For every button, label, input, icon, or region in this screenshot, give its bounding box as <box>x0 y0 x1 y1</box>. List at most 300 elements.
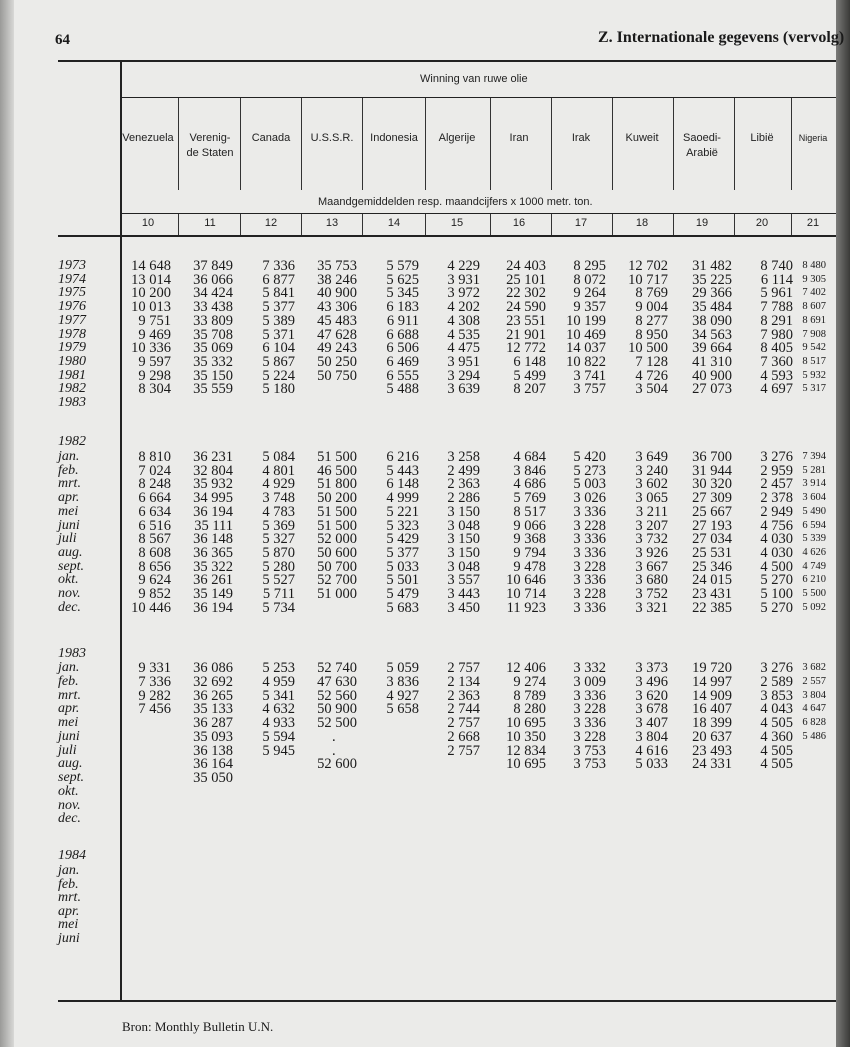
table-cell: 35 050 <box>193 770 233 786</box>
table-cell: 36 231 <box>193 449 233 465</box>
table-cell: 8 207 <box>513 381 546 398</box>
table-cell: 8 608 <box>138 544 171 561</box>
column-divider <box>734 214 735 235</box>
column-divider <box>301 214 302 235</box>
table-cell: 3 294 <box>447 367 480 384</box>
table-cell: 10 469 <box>566 326 606 343</box>
table-cell: 41 310 <box>692 353 732 370</box>
row-label: mrt. <box>58 687 81 703</box>
table-cell: 35 322 <box>193 558 233 575</box>
table-cell: 4 933 <box>262 715 295 731</box>
table-cell: 20 637 <box>692 728 732 745</box>
table-cell: 6 104 <box>262 340 295 357</box>
table-cell: 3 504 <box>635 381 668 398</box>
row-label: nov. <box>58 586 81 601</box>
table-cell: 5 224 <box>262 367 295 384</box>
table-cell: 9 597 <box>138 353 171 370</box>
table-cell: 5 377 <box>262 299 295 316</box>
row-label: dec. <box>58 599 81 615</box>
table-cell: 5 734 <box>262 599 295 616</box>
table-cell: 5 084 <box>262 449 295 465</box>
table-cell: 3 336 <box>573 599 606 616</box>
table-cell: 7 336 <box>262 258 295 274</box>
table-cell: 4 475 <box>447 340 480 357</box>
table-cell: 5 501 <box>386 572 419 589</box>
table-cell: 5 253 <box>262 660 295 676</box>
table-cell: 6 506 <box>386 340 419 357</box>
table-cell: 4 749 <box>802 560 826 572</box>
table-cell: 34 424 <box>193 285 233 302</box>
table-cell: 9 066 <box>513 517 546 534</box>
table-cell: 5 769 <box>513 490 546 507</box>
table-cell: 12 834 <box>506 742 546 759</box>
column-header-label: Verenig- de Staten <box>186 132 234 159</box>
table-cell: 5 490 <box>802 505 826 517</box>
table-cell: 3 443 <box>447 586 480 602</box>
table-cell: 7 360 <box>760 353 793 370</box>
table-cell: 5 221 <box>386 503 419 520</box>
table-cell: 5 033 <box>635 756 668 773</box>
table-cell: 9 282 <box>138 687 171 704</box>
table-cell: 3 741 <box>573 367 606 384</box>
table-cell: 2 363 <box>447 476 480 493</box>
table-cell: 5 339 <box>802 533 826 545</box>
column-header-label: Venezuela <box>122 132 174 144</box>
table-cell: 5 371 <box>262 326 295 343</box>
table-cell: 31 944 <box>692 462 732 479</box>
table-cell: 5 870 <box>262 544 295 561</box>
column-numbers-rule <box>58 235 836 237</box>
table-cell: 24 331 <box>692 756 732 773</box>
table-cell: 5 683 <box>386 599 419 616</box>
table-cell: 51 500 <box>317 449 357 465</box>
table-cell: . <box>332 728 336 745</box>
table-cell: 35 111 <box>194 517 233 534</box>
column-divider <box>240 214 241 235</box>
table-cell: 5 932 <box>802 369 826 381</box>
unit-header: Maandgemiddelden resp. maandcijfers x 1000 metr. ton. <box>318 196 593 208</box>
table-cell: 5 180 <box>262 381 295 398</box>
table-cell: 11 923 <box>506 599 546 616</box>
table-cell: 3 276 <box>760 449 793 465</box>
table-cell: 7 394 <box>802 451 826 462</box>
table-cell: 52 500 <box>317 715 357 731</box>
table-cell: 4 030 <box>760 531 793 548</box>
column-divider <box>490 214 491 235</box>
table-cell: 4 647 <box>802 703 826 715</box>
table-cell: 5 327 <box>262 531 295 548</box>
table-cell: 4 626 <box>802 546 826 558</box>
table-cell: 4 684 <box>513 449 546 465</box>
table-cell: 35 708 <box>193 326 233 343</box>
table-cell: 14 037 <box>566 340 606 357</box>
table-cell: 34 563 <box>692 326 732 343</box>
table-cell: 9 305 <box>802 273 826 285</box>
table-cell: 38 090 <box>692 312 732 329</box>
table-cell: 3 336 <box>573 715 606 731</box>
table-cell: 3 753 <box>573 742 606 759</box>
table-cell: 5 280 <box>262 558 295 575</box>
table-cell: 7 402 <box>802 287 826 299</box>
row-label: juni <box>58 517 80 533</box>
table-cell: 24 590 <box>506 299 546 316</box>
table-cell: 4 593 <box>760 367 793 384</box>
table-cell: 8 810 <box>138 449 171 465</box>
table-cell: 4 535 <box>447 326 480 343</box>
column-header-label: Nigeria <box>798 133 828 143</box>
table-cell: 3 752 <box>635 586 668 602</box>
table-cell: . <box>332 742 336 759</box>
row-label: okt. <box>58 783 79 799</box>
page-number: 64 <box>55 32 70 48</box>
row-label: mrt. <box>58 890 81 906</box>
table-cell: 36 194 <box>193 599 233 616</box>
table-cell: 9 264 <box>573 285 606 302</box>
table-cell: 6 148 <box>513 353 546 370</box>
table-cell: 10 695 <box>506 715 546 731</box>
table-cell: 32 692 <box>193 673 233 690</box>
table-cell: 5 033 <box>386 558 419 575</box>
table-cell: 3 228 <box>573 517 606 534</box>
table-cell: 52 740 <box>317 660 357 676</box>
table-cell: 7 980 <box>760 326 793 343</box>
row-label: feb. <box>58 462 79 478</box>
table-cell: 10 714 <box>506 586 546 602</box>
table-cell: 5 579 <box>386 258 419 274</box>
row-label: 1976 <box>58 299 86 315</box>
table-cell: 50 200 <box>317 490 357 507</box>
section-heading-year: 1982 <box>58 434 86 449</box>
table-cell: 50 700 <box>317 558 357 575</box>
table-cell: 6 114 <box>760 271 793 288</box>
table-cell: 14 997 <box>692 673 732 690</box>
row-label: juni <box>58 931 80 946</box>
column-number: 21 <box>806 217 820 229</box>
table-cell: 4 030 <box>760 544 793 561</box>
column-number: 11 <box>204 217 216 229</box>
table-cell: 36 365 <box>193 544 233 561</box>
table-cell: 3 496 <box>635 673 668 690</box>
table-cell: 4 505 <box>760 756 793 773</box>
table-cell: 7 336 <box>138 673 171 690</box>
table-cell: 49 243 <box>317 340 357 357</box>
table-cell: 24 403 <box>506 258 546 274</box>
table-cell: 3 048 <box>447 517 480 534</box>
row-label: sept. <box>58 558 85 574</box>
row-label: 1981 <box>58 367 86 383</box>
table-cell: 10 446 <box>131 599 171 616</box>
table-cell: 9 004 <box>635 299 668 316</box>
table-cell: 3 804 <box>802 689 826 701</box>
row-label: aug. <box>58 544 83 560</box>
row-label: 1975 <box>58 285 86 301</box>
table-cell: 4 202 <box>447 299 480 316</box>
table-cell: 3 336 <box>573 531 606 548</box>
table-cell: 4 308 <box>447 312 480 329</box>
table-cell: 3 336 <box>573 544 606 561</box>
table-cell: 9 852 <box>138 586 171 602</box>
table-cell: 35 150 <box>193 367 233 384</box>
table-cell: 5 059 <box>386 660 419 676</box>
table-cell: 19 720 <box>692 660 732 676</box>
table-cell: 8 295 <box>573 258 606 274</box>
table-cell: 14 648 <box>131 258 171 274</box>
row-label: 1974 <box>58 271 86 287</box>
table-cell: 10 350 <box>506 728 546 745</box>
table-cell: 7 128 <box>635 353 668 370</box>
table-cell: 5 323 <box>386 517 419 534</box>
table-cell: 5 479 <box>386 586 419 602</box>
table-cell: 36 138 <box>193 742 233 759</box>
row-label: feb. <box>58 673 79 689</box>
row-label: juni <box>58 728 80 744</box>
table-cell: 3 228 <box>573 558 606 575</box>
table-cell: 3 748 <box>262 490 295 507</box>
table-cell: 3 914 <box>802 478 826 490</box>
row-label: 1982 <box>58 381 86 397</box>
table-cell: 5 377 <box>386 544 419 561</box>
table-cell: 30 320 <box>692 476 732 493</box>
table-cell: 9 331 <box>138 660 171 676</box>
table-cell: 5 499 <box>513 367 546 384</box>
row-label: 1979 <box>58 340 86 356</box>
table-cell: 3 836 <box>386 673 419 690</box>
table-cell: 9 274 <box>513 673 546 690</box>
table-cell: 4 959 <box>262 673 295 690</box>
table-cell: 6 183 <box>386 299 419 316</box>
table-cell: 4 616 <box>635 742 668 759</box>
table-cell: 45 483 <box>317 312 357 329</box>
table-cell: 4 726 <box>635 367 668 384</box>
table-cell: 10 822 <box>566 353 606 370</box>
table-cell: 50 900 <box>317 701 357 718</box>
table-cell: 9 542 <box>802 342 826 354</box>
table-cell: 47 628 <box>317 326 357 343</box>
row-label: 1978 <box>58 326 86 342</box>
section-heading-year: 1983 <box>58 646 86 661</box>
table-cell: 7 024 <box>138 462 171 479</box>
table-cell: 5 100 <box>760 586 793 602</box>
table-cell: 5 345 <box>386 285 419 302</box>
table-cell: 5 273 <box>573 462 606 479</box>
table-cell: 51 500 <box>317 517 357 534</box>
table-cell: 22 385 <box>692 599 732 616</box>
table-cell: 39 664 <box>692 340 732 357</box>
table-cell: 51 800 <box>317 476 357 493</box>
table-cell: 36 148 <box>193 531 233 548</box>
table-cell: 36 265 <box>193 687 233 704</box>
table-cell: 33 809 <box>193 312 233 329</box>
table-cell: 9 298 <box>138 367 171 384</box>
table-cell: 4 043 <box>760 701 793 718</box>
table-cell: 5 527 <box>262 572 295 589</box>
table-cell: 9 478 <box>513 558 546 575</box>
table-cell: 9 357 <box>573 299 606 316</box>
table-cell: 4 505 <box>760 742 793 759</box>
table-cell: 3 228 <box>573 586 606 602</box>
column-number: 19 <box>695 217 709 229</box>
section-title: Z. Internationale gegevens (vervolg) <box>598 29 845 46</box>
table-cell: 2 757 <box>447 715 480 731</box>
table-cell: 35 225 <box>692 271 732 288</box>
table-cell: 36 086 <box>193 660 233 676</box>
table-cell: 5 961 <box>760 285 793 302</box>
table-cell: 3 557 <box>447 572 480 589</box>
column-number: 10 <box>141 217 155 229</box>
row-label: mei <box>58 917 79 933</box>
column-divider <box>551 214 552 235</box>
table-cell: 35 332 <box>193 353 233 370</box>
table-cell: 36 164 <box>193 756 233 773</box>
table-cell: 3 228 <box>573 701 606 718</box>
table-cell: 2 757 <box>447 660 480 676</box>
table-cell: 5 841 <box>262 285 295 302</box>
table-cell: 7 456 <box>138 701 171 718</box>
table-cell: 10 695 <box>506 756 546 773</box>
column-header-label: Kuweit <box>625 132 659 144</box>
table-cell: 46 500 <box>317 462 357 479</box>
table-cell: 4 927 <box>386 687 419 704</box>
table-cell: 2 959 <box>760 462 793 479</box>
table-cell: 4 229 <box>447 258 480 274</box>
table-cell: 52 000 <box>317 531 357 548</box>
table-cell: 4 783 <box>262 503 295 520</box>
table-cell: 9 469 <box>138 326 171 343</box>
table-cell: 5 341 <box>262 687 295 704</box>
table-cell: 5 488 <box>386 381 419 398</box>
table-cell: 3 276 <box>760 660 793 676</box>
table-cell: 8 950 <box>635 326 668 343</box>
column-header-label: Algerije <box>438 132 476 144</box>
table-cell: 3 678 <box>635 701 668 718</box>
column-header-label: U.S.S.R. <box>310 132 354 144</box>
table-cell: 2 286 <box>447 490 480 507</box>
page-binding-edge <box>836 0 850 1047</box>
table-cell: 6 148 <box>386 476 419 493</box>
table-cell: 21 901 <box>506 326 546 343</box>
table-cell: 8 405 <box>760 340 793 357</box>
table-cell: 10 200 <box>131 285 171 302</box>
row-label: feb. <box>58 876 79 892</box>
table-cell: 35 484 <box>692 299 732 316</box>
table-cell: 32 804 <box>193 462 233 479</box>
table-cell: 4 632 <box>262 701 295 718</box>
table-cell: 8 517 <box>513 503 546 520</box>
table-cell: 3 048 <box>447 558 480 575</box>
table-cell: 5 625 <box>386 271 419 288</box>
table-cell: 18 399 <box>692 715 732 731</box>
table-cell: 4 756 <box>760 517 793 534</box>
table-cell: 5 711 <box>262 586 295 602</box>
table-cell: 27 034 <box>692 531 732 548</box>
table-cell: 35 559 <box>193 381 233 398</box>
table-cell: 6 594 <box>802 519 826 531</box>
table-cell: 52 600 <box>317 756 357 773</box>
table-cell: 35 932 <box>193 476 233 493</box>
table-cell: 6 516 <box>138 517 171 534</box>
column-number: 18 <box>635 217 649 229</box>
row-label: aug. <box>58 756 83 772</box>
table-cell: 3 649 <box>635 449 668 465</box>
column-divider <box>612 214 613 235</box>
row-label: mei <box>58 715 79 730</box>
table-cell: 5 443 <box>386 462 419 479</box>
table-cell: 33 438 <box>193 299 233 316</box>
table-cell: 5 369 <box>262 517 295 534</box>
column-divider <box>791 214 792 235</box>
table-cell: 23 551 <box>506 312 546 329</box>
table-cell: 10 646 <box>506 572 546 589</box>
column-number: 17 <box>574 217 588 229</box>
table-cell: 8 517 <box>802 355 826 367</box>
table-cell: 10 500 <box>628 340 668 357</box>
table-cell: 2 457 <box>760 476 793 493</box>
table-cell: 23 431 <box>692 586 732 602</box>
table-cell: 3 602 <box>635 476 668 493</box>
table-cell: 3 373 <box>635 660 668 676</box>
table-cell: 3 639 <box>447 381 480 398</box>
row-label: okt. <box>58 572 79 588</box>
table-cell: 3 926 <box>635 544 668 561</box>
group-header-rule <box>120 97 836 98</box>
table-cell: 23 493 <box>692 742 732 759</box>
table-cell: 35 093 <box>193 728 233 745</box>
table-cell: 3 951 <box>447 353 480 370</box>
table-cell: 2 557 <box>802 675 826 687</box>
table-cell: 3 336 <box>573 687 606 704</box>
table-cell: 6 664 <box>138 490 171 507</box>
table-cell: 8 656 <box>138 558 171 575</box>
table-cell: 50 250 <box>317 353 357 370</box>
table-cell: 9 624 <box>138 572 171 589</box>
table-cell: 3 757 <box>573 381 606 398</box>
row-label: apr. <box>58 701 80 717</box>
table-cell: 7 788 <box>760 299 793 316</box>
column-header-label: Canada <box>251 132 291 144</box>
table-cell: 35 149 <box>193 586 233 602</box>
table-cell: 8 277 <box>635 312 668 329</box>
table-stub-divider <box>120 60 122 1000</box>
table-cell: 10 013 <box>131 299 171 316</box>
table-cell: 5 594 <box>262 728 295 745</box>
row-label: jan. <box>58 660 80 675</box>
table-cell: 22 302 <box>506 285 546 302</box>
table-cell: 3 753 <box>573 756 606 773</box>
table-cell: 8 291 <box>760 312 793 329</box>
table-cell: 24 015 <box>692 572 732 589</box>
table-cell: 3 150 <box>447 544 480 561</box>
table-cell: 3 732 <box>635 531 668 548</box>
table-cell: 5 867 <box>262 353 295 370</box>
table-cell: 10 336 <box>131 340 171 357</box>
table-cell: 50 600 <box>317 544 357 561</box>
table-cell: 16 407 <box>692 701 732 718</box>
table-cell: 35 069 <box>193 340 233 357</box>
table-cell: 6 469 <box>386 353 419 370</box>
table-cell: 10 199 <box>566 312 606 329</box>
table-cell: 51 500 <box>317 503 357 520</box>
table-cell: 3 667 <box>635 558 668 575</box>
table-cell: 2 363 <box>447 687 480 704</box>
column-divider <box>673 214 674 235</box>
table-cell: 2 757 <box>447 742 480 759</box>
page-gutter-shadow <box>0 0 14 1047</box>
column-number: 14 <box>387 217 401 229</box>
table-cell: 2 499 <box>447 462 480 479</box>
table-cell: 5 281 <box>802 464 826 476</box>
table-cell: 5 658 <box>386 701 419 718</box>
table-cell: 36 700 <box>692 449 732 465</box>
